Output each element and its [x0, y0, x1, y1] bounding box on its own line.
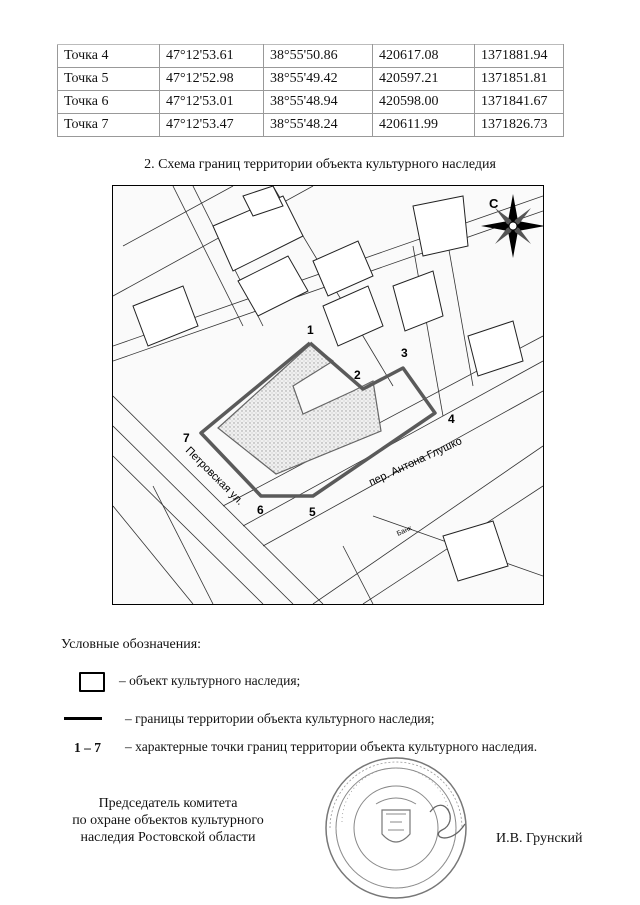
map-drawing — [113, 186, 543, 604]
legend-title: Условные обозначения: — [61, 637, 202, 652]
official-seal-stamp — [320, 752, 472, 902]
table-cell: 1371851.81 — [475, 68, 564, 91]
table-cell: 420597.21 — [373, 68, 475, 91]
table-cell: Точка 7 — [58, 114, 160, 137]
signatory-position — [60, 795, 276, 846]
signatory-name: И.В. Грунский — [496, 831, 583, 846]
point-label-6: 6 — [257, 503, 264, 517]
table-row — [58, 114, 564, 137]
table-row — [58, 45, 564, 68]
table-cell: 38°55'50.86 — [264, 45, 373, 68]
map-buildings — [133, 186, 523, 581]
point-label-4: 4 — [448, 412, 455, 426]
table-cell: 420598.00 — [373, 91, 475, 114]
site-plan-map — [112, 185, 544, 605]
table-cell: 420611.99 — [373, 114, 475, 137]
table-cell: 47°12'52.98 — [160, 68, 264, 91]
coordinates-table — [57, 44, 564, 137]
position-line-2: по охране объектов культурного — [72, 813, 264, 828]
position-line-3: наследия Ростовской области — [80, 830, 256, 845]
table-cell: 38°55'48.24 — [264, 114, 373, 137]
legend-border-symbol — [64, 717, 102, 720]
table-cell: 420617.08 — [373, 45, 475, 68]
point-label-3: 3 — [401, 346, 408, 360]
legend-points-symbol: 1 – 7 — [74, 740, 101, 755]
legend-object-symbol — [79, 672, 105, 692]
table-cell: Точка 6 — [58, 91, 160, 114]
table-cell: 1371881.94 — [475, 45, 564, 68]
legend-border-text: – границы территории объекта культурного наследия; — [125, 711, 435, 726]
legend-points-text: – характерные точки границ территории объекта культурного наследия. — [125, 739, 538, 754]
legend-object-text: – объект культурного наследия; — [119, 673, 301, 688]
table-cell: Точка 4 — [58, 45, 160, 68]
table-cell: 38°55'48.94 — [264, 91, 373, 114]
table-row — [58, 68, 564, 91]
point-label-2: 2 — [354, 368, 361, 382]
table-cell: 38°55'49.42 — [264, 68, 373, 91]
position-line-1: Председатель комитета — [98, 796, 238, 811]
street-label-glushko: пер. Антона Глушко — [367, 435, 464, 489]
table-cell: 47°12'53.61 — [160, 45, 264, 68]
point-label-1: 1 — [307, 323, 314, 337]
table-cell: 1371826.73 — [475, 114, 564, 137]
table-cell: 47°12'53.01 — [160, 91, 264, 114]
map-caption: 2. Схема границ территории объекта культурного наследия — [144, 157, 496, 172]
table-cell: Точка 5 — [58, 68, 160, 91]
heritage-object-footprint — [218, 344, 381, 474]
point-label-7: 7 — [183, 431, 190, 445]
bank-label: Банк — [395, 524, 413, 538]
table-cell: 47°12'53.47 — [160, 114, 264, 137]
table-row — [58, 91, 564, 114]
street-label-petrovskaya: Петровская ул. — [182, 444, 246, 508]
table-cell: 1371841.67 — [475, 91, 564, 114]
north-label: С — [489, 196, 499, 211]
point-label-5: 5 — [309, 505, 316, 519]
